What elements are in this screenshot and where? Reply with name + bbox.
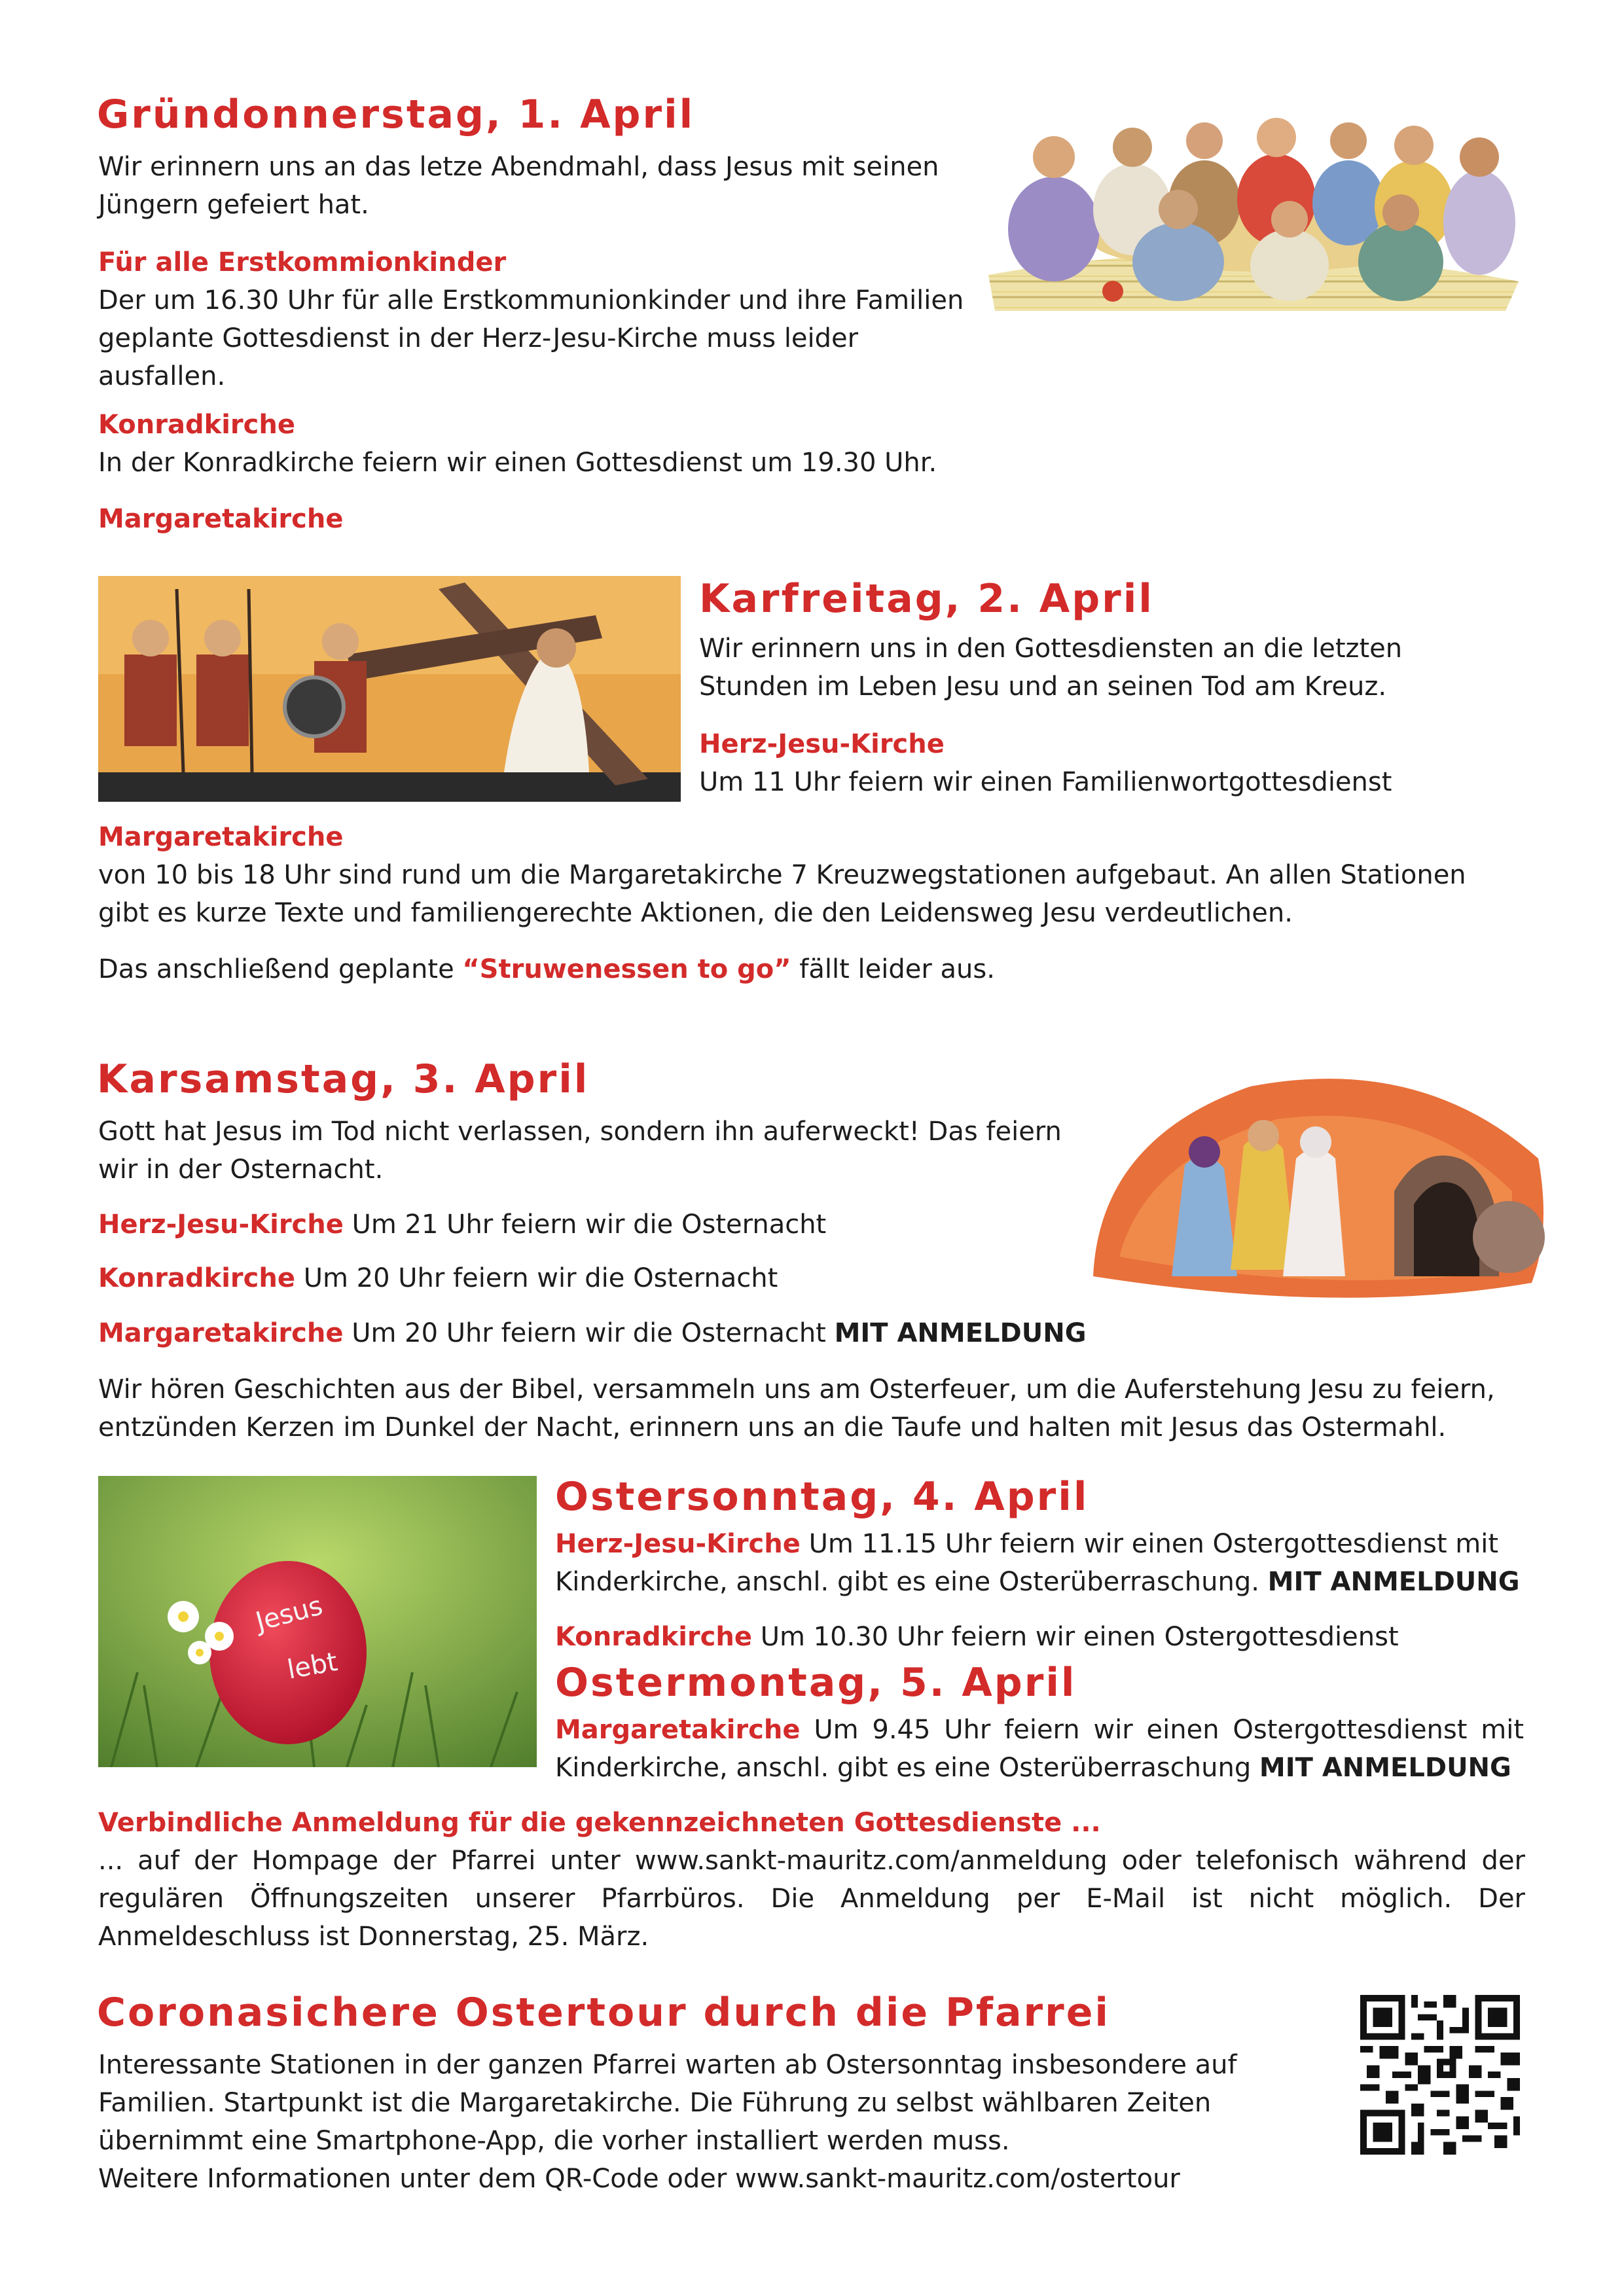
friday-title: Karfreitag, 2. April xyxy=(699,576,1154,622)
saturday-konrad-text: Um 20 Uhr feiern wir die Osternacht xyxy=(303,1263,778,1293)
sunday-konrad-label: Konradkirche xyxy=(555,1622,752,1652)
monday-title: Ostermontag, 5. April xyxy=(555,1660,1077,1706)
friday-herz-label: Herz-Jesu-Kirche xyxy=(699,729,945,759)
tour-text: Interessante Stationen in der ganzen Pfarrei warten ab Ostersonntag insbesondere auf Familien. Startpunkt ist die Margaretakirche. Die Führung zu selbst wählbaren Zeiten übernimmt eine Smartphone-App, die vorher installiert werden muss. xyxy=(98,2050,1237,2156)
thursday-title: Gründonnerstag, 1. April xyxy=(97,92,695,137)
tour-info-line: Weitere Informationen unter dem QR-Code oder www.sankt-mauritz.com/ostertour xyxy=(98,2164,1180,2194)
saturday-marg-label: Margaretakirche xyxy=(98,1318,344,1348)
sunday-konrad-line xyxy=(555,1618,1524,1656)
saturday-herz-text: Um 21 Uhr feiern wir die Osternacht xyxy=(352,1210,827,1240)
empty-tomb-illustration xyxy=(1080,1060,1551,1316)
friday-after-pre: Das anschließend geplante xyxy=(98,954,454,984)
egg-text-lebt: lebt xyxy=(285,1647,340,1685)
saturday-konrad-label: Konradkirche xyxy=(98,1263,295,1293)
saturday-intro: Gott hat Jesus im Tod nicht verlassen, sondern ihn auferweckt! Das feiern wir in der Osternacht. xyxy=(98,1117,1062,1185)
saturday-herz-line xyxy=(98,1206,1080,1244)
sunday-herz-note: MIT ANMELDUNG xyxy=(1267,1567,1520,1597)
saturday-marg-text: Um 20 Uhr feiern wir die Osternacht xyxy=(352,1318,826,1348)
saturday-herz-label: Herz-Jesu-Kirche xyxy=(98,1210,344,1240)
sunday-herz-line xyxy=(555,1525,1524,1601)
tour-title: Coronasichere Ostertour durch die Pfarrei xyxy=(97,1990,1110,2036)
saturday-konrad-line xyxy=(98,1259,1080,1297)
struwenessen-highlight: “Struwenessen to go” xyxy=(462,954,791,984)
saturday-outro: Wir hören Geschichten aus der Bibel, versammeln uns am Osterfeuer, um die Auferstehung Jesu zu feiern, entzünden Kerzen im Dunkel der Nacht, erinnern uns an die Taufe und halten mit Jesus das Ostermahl. xyxy=(98,1374,1495,1443)
sunday-title: Ostersonntag, 4. April xyxy=(555,1474,1089,1520)
sunday-herz-label: Herz-Jesu-Kirche xyxy=(555,1529,801,1559)
friday-after-post: fällt leider aus. xyxy=(799,954,995,984)
monday-marg-text: Um 9.45 Uhr feiern wir einen Ostergottesdienst mit Kinderkirche, anschl. gibt es eine Osterüberraschung xyxy=(555,1715,1524,1783)
easter-egg-photo xyxy=(98,1476,537,1767)
way-of-cross-illustration xyxy=(98,576,681,802)
qr-code[interactable] xyxy=(1360,1995,1520,2155)
egg-text-jesus: Jesus xyxy=(252,1590,326,1638)
registration-heading: Verbindliche Anmeldung für die gekennzeichneten Gottesdienste ... xyxy=(98,1808,1101,1838)
friday-marg-text: von 10 bis 18 Uhr sind rund um die Margaretakirche 7 Kreuzwegstationen aufgebaut. An allen Stationen gibt es kurze Texte und familiengerechte Aktionen, die den Leidensweg Jesu verdeutlichen. xyxy=(98,860,1466,928)
thursday-group3-label: Margaretakirche xyxy=(98,504,344,534)
saturday-marg-note: MIT ANMELDUNG xyxy=(834,1318,1087,1348)
monday-marg-note: MIT ANMELDUNG xyxy=(1259,1753,1511,1783)
friday-intro: Wir erinnern uns in den Gottesdiensten an die letzten Stunden im Leben Jesu und an seinen Tod am Kreuz. xyxy=(699,634,1403,702)
thursday-group2-text: In der Konradkirche feiern wir einen Gottesdienst um 19.30 Uhr. xyxy=(98,448,937,478)
thursday-group2-label: Konradkirche xyxy=(98,410,295,440)
thursday-group1-text: Der um 16.30 Uhr für alle Erstkommunionkinder und ihre Familien geplante Gottesdienst in der Herz-Jesu-Kirche muss leider ausfallen. xyxy=(98,285,964,391)
friday-marg-label: Margaretakirche xyxy=(98,822,344,852)
monday-marg-line xyxy=(555,1711,1524,1787)
saturday-marg-line xyxy=(98,1314,1146,1352)
friday-after-note xyxy=(98,950,1506,988)
thursday-intro: Wir erinnern uns an das letze Abendmahl, dass Jesus mit seinen Jüngern gefeiert hat. xyxy=(98,152,939,220)
friday-herz-text: Um 11 Uhr feiern wir einen Familienwortgottesdienst xyxy=(699,767,1392,797)
last-supper-illustration xyxy=(982,85,1525,314)
saturday-title: Karsamstag, 3. April xyxy=(97,1056,590,1102)
thursday-group1-label: Für alle Erstkommionkinder xyxy=(98,247,507,278)
registration-text: ... auf der Hompage der Pfarrei unter www.sankt-mauritz.com/anmeldung oder telefonisch während der regulären Öffnungszeiten unserer Pfarrbüros. Die Anmeldung per E-Mail ist nicht möglich. Der Anmeldeschluss ist Donnerstag, 25. März. xyxy=(98,1846,1525,1952)
sunday-herz-text: Um 11.15 Uhr feiern wir einen Ostergottesdienst mit Kinderkirche, anschl. gibt es eine Osterüberraschung. xyxy=(555,1529,1499,1597)
sunday-konrad-text: Um 10.30 Uhr feiern wir einen Ostergottesdienst xyxy=(760,1622,1399,1652)
monday-marg-label: Margaretakirche xyxy=(555,1715,801,1745)
